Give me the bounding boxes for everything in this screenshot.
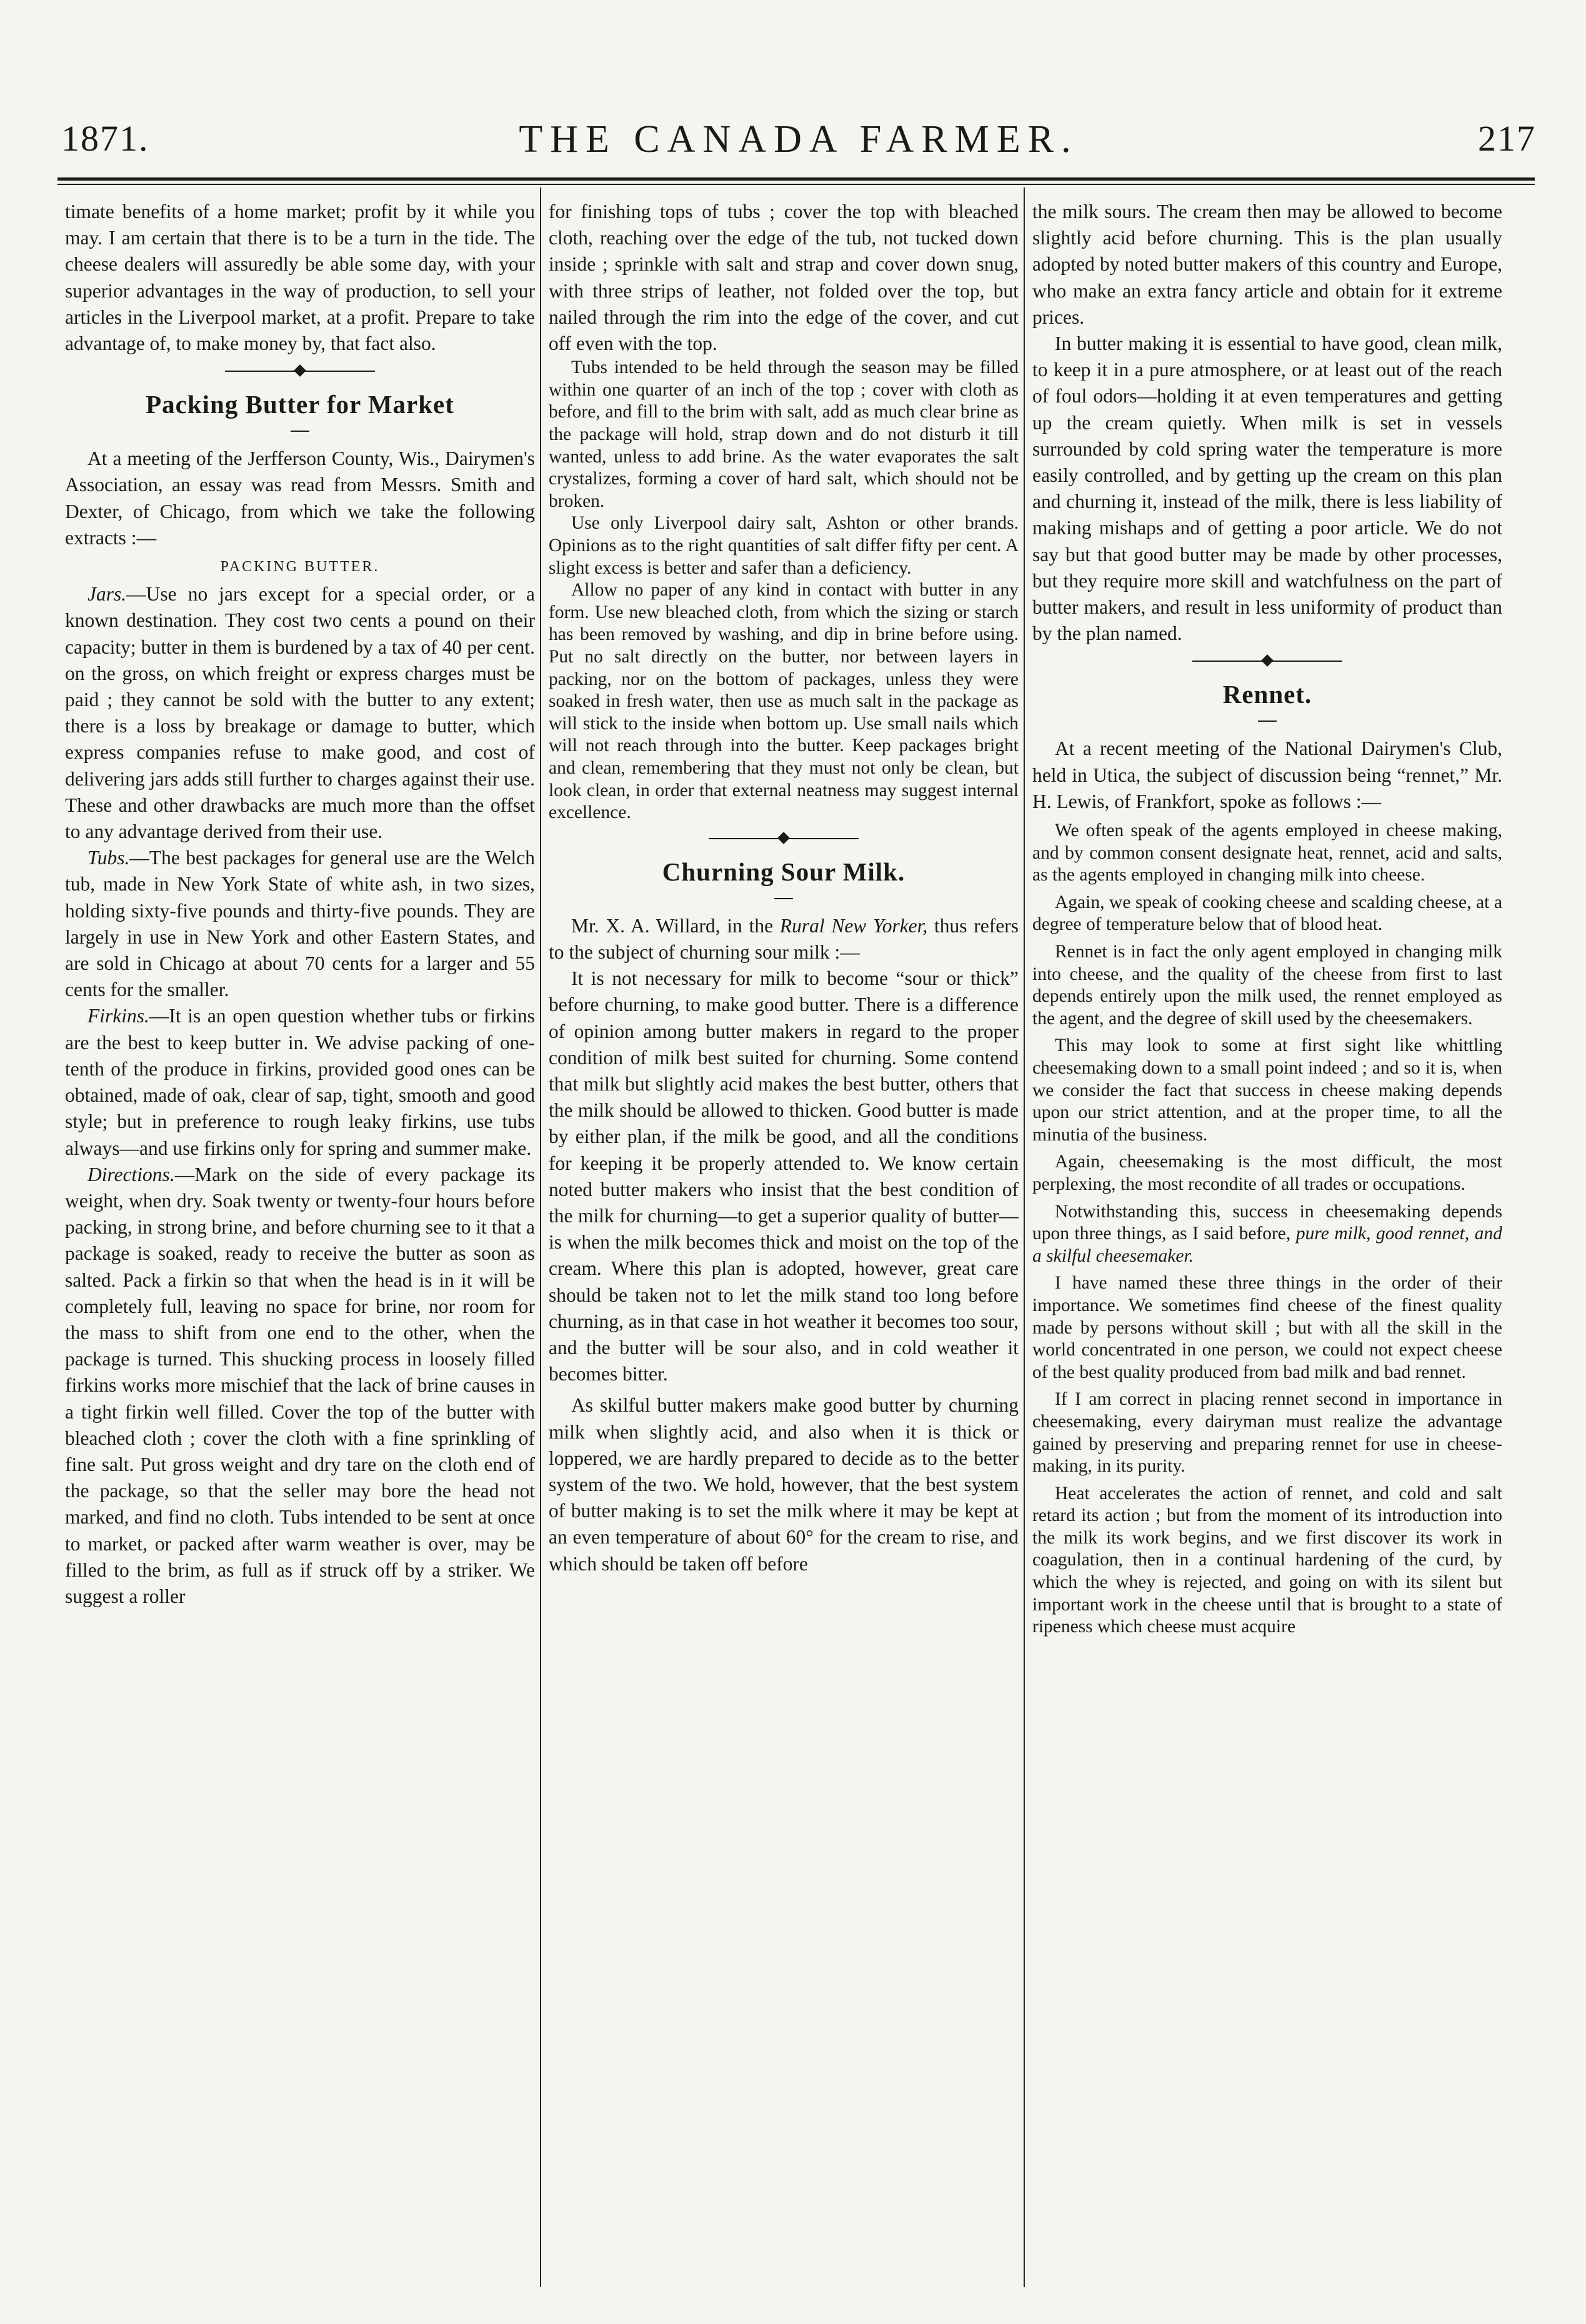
masthead-rule-thick bbox=[57, 177, 1535, 181]
article-paragraph-small: Rennet is in fact the only agent employed in changing milk into cheese, and the quality of the cheese from first to last depends entirely upon the milk used, the rennet employed as the agent, and the degree of skill used by the cheesemakers. bbox=[1032, 942, 1502, 1029]
heading-dash bbox=[291, 431, 309, 432]
article-paragraph: At a recent meeting of the National Dairymen's Club, held in Utica, the subject of discussion being “rennet,” Mr. H. Lewis, of Frankfort, spoke as follows :— bbox=[1032, 737, 1502, 812]
section-separator bbox=[1192, 661, 1342, 662]
column-divider bbox=[540, 187, 541, 2287]
article-paragraph-firkins bbox=[65, 1003, 535, 1161]
paragraph-lead-term: Firkins. bbox=[87, 1005, 149, 1027]
column-divider bbox=[1024, 187, 1025, 2287]
article-paragraph-small: Again, we speak of cooking cheese and scalding cheese, at a degree of temperature below that of blood heat. bbox=[1032, 892, 1502, 935]
masthead-rule-thin bbox=[57, 184, 1535, 185]
article-paragraph-small: Use only Liverpool dairy salt, Ashton or other brands. Opinions as to the right quantities of salt differ fifty per cent. A slight excess is better and safer than a deficiency. bbox=[549, 513, 1019, 578]
heading-dash bbox=[774, 898, 793, 899]
paragraph-body: —The best packages for general use are the Welch tub, made in New York State of white ash, in two sizes, holding sixty-five pounds and thirty-five pounds. They are largely in use in New York and other Eastern States, and are sold in Chicago at about 70 cents for a larger and 55 cents for the smaller. bbox=[65, 847, 535, 1001]
article-paragraph: timate benefits of a home market; profit by it while you may. I am certain that there is to be a turn in the tide. The cheese dealers will assuredly be able some day, with your superior advantages in the way of production, to sell your articles in the Liverpool market, at a profit. Prepare to take advantage of, to make money by, that fact also. bbox=[65, 201, 535, 355]
article-paragraph-small: Tubs intended to be held through the season may be filled within one quarter of an inch of the top ; cover with cloth as before, and fill to the brim with salt, add as much clear brine as the package will hold, strap down and do not disturb it till wanted, unless to add brine. As the water evaporates the salt crystalizes, forming a cover of hard salt, which should not be broken. bbox=[549, 357, 1019, 511]
paragraph-lead-term: Jars. bbox=[87, 583, 127, 606]
article-paragraph-small: This may look to some at first sight like whittling cheesemaking down to a small point indeed ; and so it is, when we consider the fact that success in cheese making depends upon our strict attention, and at the proper time, to all the minutia of the business. bbox=[1032, 1035, 1502, 1145]
article-paragraph-small: We often speak of the agents employed in cheese making, and by common consent designate heat, rennet, acid and salts, as the agents employed in changing milk into cheese. bbox=[1032, 820, 1502, 885]
diamond-ornament-icon bbox=[1261, 655, 1274, 667]
heading-dash bbox=[1258, 721, 1277, 722]
article-heading-rennet: Rennet. bbox=[1222, 680, 1312, 709]
article-paragraph: It is not necessary for milk to become “sour or thick” before churning, to make good butter. There is a difference of opinion among butter makers in regard to the proper condition of milk best suited for churning. Some contend that milk but slightly acid makes the best butter, others that the milk should be allowed to thicken. Good butter is made by either plan, if the milk be good, and all the conditions for keeping it be properly attended to. We know certain noted butter makers who insist that the best condition of the milk for churning—to get a superior quality of butter—is when the milk becomes thick and moist on the top of the cream. Where this plan is adopted, however, great care should be taken not to let the milk stand too long before churning, as in that case in hot weather it becomes too sour, and the butter will be sour also, and in cold weather it becomes bitter. bbox=[549, 967, 1019, 1385]
article-heading-churning-sour-milk: Churning Sour Milk. bbox=[662, 857, 905, 886]
newspaper-title: THE CANADA FARMER. bbox=[519, 118, 1079, 161]
article-paragraph-small bbox=[1032, 1201, 1502, 1268]
paragraph-body: Mr. X. A. Willard, in the bbox=[571, 914, 780, 937]
article-paragraph: In butter making it is essential to have good, clean milk, to keep it in a pure atmosphere, or at least out of the reach of foul odors—holding it at even temperatures and getting up the cream quietly. When milk is set in vessels surrounded by cold spring water the temperature is more easily controlled, and by getting up the cream on this plan and churning it, instead of the milk, there is less liability of making mishaps and of getting a poor article. We do not say but that good butter may be made by other processes, but they require more skill and watchfulness on the part of butter makers, and result in less uniformity of product than by the plan named. bbox=[1032, 332, 1502, 645]
column-two bbox=[549, 199, 1019, 2298]
page-number: 217 bbox=[1478, 118, 1536, 159]
paragraph-body: thus refers to the subject of churning sour milk :— bbox=[549, 914, 1019, 963]
diamond-ornament-icon bbox=[294, 364, 306, 377]
issue-year: 1871. bbox=[61, 118, 149, 159]
article-paragraph-small: If I am correct in placing rennet second in importance in cheesemaking, every dairyman must realize the advantage gained by preserving and preparing rennet for use in cheese-making, in its purity. bbox=[1032, 1389, 1502, 1477]
emphasized-phrase: pure milk, good rennet, and a skilful cheesemaker. bbox=[1032, 1224, 1502, 1266]
article-paragraph: for finishing tops of tubs ; cover the top with bleached cloth, reaching over the edge of the tub, not tucked down inside ; sprinkle with salt and strap and cover down snug, with three strips of leather, not folded over the top, but nailed through the rim into the edge of the cover, and cut off even with the top. bbox=[549, 201, 1019, 355]
article-paragraph-directions bbox=[65, 1162, 535, 1610]
section-separator bbox=[709, 838, 859, 839]
article-paragraph-small: Heat accelerates the action of rennet, and cold and salt retard its action ; but from the moment of its introduction into the milk its work begins, and we first discover its work in coagulation, then in a continual hardening of the curd, by which the whey is rejected, and going on with its silent but important work in the cheese until that is brought to a state of ripeness which cheese must acquire bbox=[1032, 1483, 1502, 1637]
paragraph-lead-term: Tubs. bbox=[87, 847, 130, 869]
article-paragraph-small: Allow no paper of any kind in contact with butter in any form. Use new bleached cloth, from which the sizing or starch has been removed by washing, and dip in brine before using. Put no salt directly on the butter, nor between layers in packing, nor on the bottom of packages, unless they were soaked in fresh water, then use as much salt in the package as will stick to the inside when bottom up. Use small nails which will not reach through into the butter. Keep packages bright and clean, remembering that they must not only be clean, but look clean, in order that external neatness may suggest internal excellence. bbox=[549, 580, 1019, 823]
masthead bbox=[61, 117, 1536, 174]
article-paragraph-jars bbox=[65, 581, 535, 845]
column-three bbox=[1032, 199, 1502, 2298]
paragraph-body: —Mark on the side of every package its weight, when dry. Soak twenty or twenty-four hours before packing, in strong brine, and before churning see to it that a package is soaked, ready to receive the butter as soon as salted. Pack a firkin so that when the head is in it will be completely full, leaving no space for brine, nor room for the mass to shift from one end to the other, when the package is turned. This shucking process in loosely filled firkins works more mischief that the lack of brine causes in a tight firkin well filled. Cover the top of the butter with bleached cloth ; cover the cloth with a fine sprinkling of fine salt. Put gross weight and dry tare on the cloth end of the package, so that the seller may bore the head not marked, and find no cloth. Tubs intended to be sent at once to market, or packed after warm weather is over, may be filled to the brim, as full as if struck off by a striker. We suggest a roller bbox=[65, 1163, 535, 1607]
paragraph-body: Notwithstanding this, success in cheesemaking depends upon three things, as I said before, bbox=[1032, 1201, 1502, 1244]
article-paragraph: As skilful butter makers make good butter by churning milk when slightly acid, and also when it is thick or loppered, we are hardly prepared to decide as to the better system of the two. We hold, however, that the best system of butter making is to set the milk where it may be kept at an even temperature of about 60° for the cream to rise, and which should be taken off before bbox=[549, 1394, 1019, 1575]
article-paragraph-tubs bbox=[65, 845, 535, 1003]
article-heading-packing-butter: Packing Butter for Market bbox=[146, 390, 454, 419]
paragraph-lead-term: Directions. bbox=[87, 1163, 175, 1185]
column-one bbox=[65, 199, 535, 2298]
diamond-ornament-icon bbox=[777, 832, 790, 844]
article-paragraph-small: Again, cheesemaking is the most difficult, the most perplexing, the most recondite of all trades or occupations. bbox=[1032, 1152, 1502, 1194]
section-separator bbox=[225, 371, 375, 372]
article-paragraph bbox=[549, 913, 1019, 965]
article-paragraph-small: I have named these three things in the order of their importance. We sometimes find cheese of the finest quality made by persons without skill ; but with all the skill in the world concentrated in one person, we could not expect cheese of the best quality produced from bad milk and bad rennet. bbox=[1032, 1273, 1502, 1382]
paragraph-body: —Use no jars except for a special order, or a known destination. They cost two cents a pound on their capacity; butter in them is burdened by a tax of 40 per cent. on the gross, on which freight or express charges must be paid ; they cannot be sold with the butter to any extent; there is a loss by breakage or damage to butter, which express companies refuse to make good, and cost of delivering jars adds still further to charges against their use. These and other drawbacks are much more than the offset to any advantage derived from their use. bbox=[65, 583, 535, 843]
article-paragraph: At a meeting of the Jerfferson County, Wis., Dairymen's Association, an essay was read from Messrs. Smith and Dexter, of Chicago, from which we take the following extracts :— bbox=[65, 447, 535, 549]
paragraph-body: —It is an open question whether tubs or firkins are the best to keep butter in. We advise packing of one-tenth of the produce in firkins, provided good ones can be obtained, made of oak, clear of sap, tight, smooth and good style; but in preference to rough leaky firkins, use tubs always—and use firkins only for spring and summer make. bbox=[65, 1005, 535, 1159]
article-paragraph: the milk sours. The cream then may be allowed to become slightly acid before churning. This is the plan usually adopted by noted butter makers of this country and Europe, who make an extra fancy article and obtain for it extreme prices. bbox=[1032, 201, 1502, 328]
publication-name: Rural New Yorker, bbox=[779, 914, 928, 937]
article-subheading: PACKING BUTTER. bbox=[220, 559, 380, 576]
